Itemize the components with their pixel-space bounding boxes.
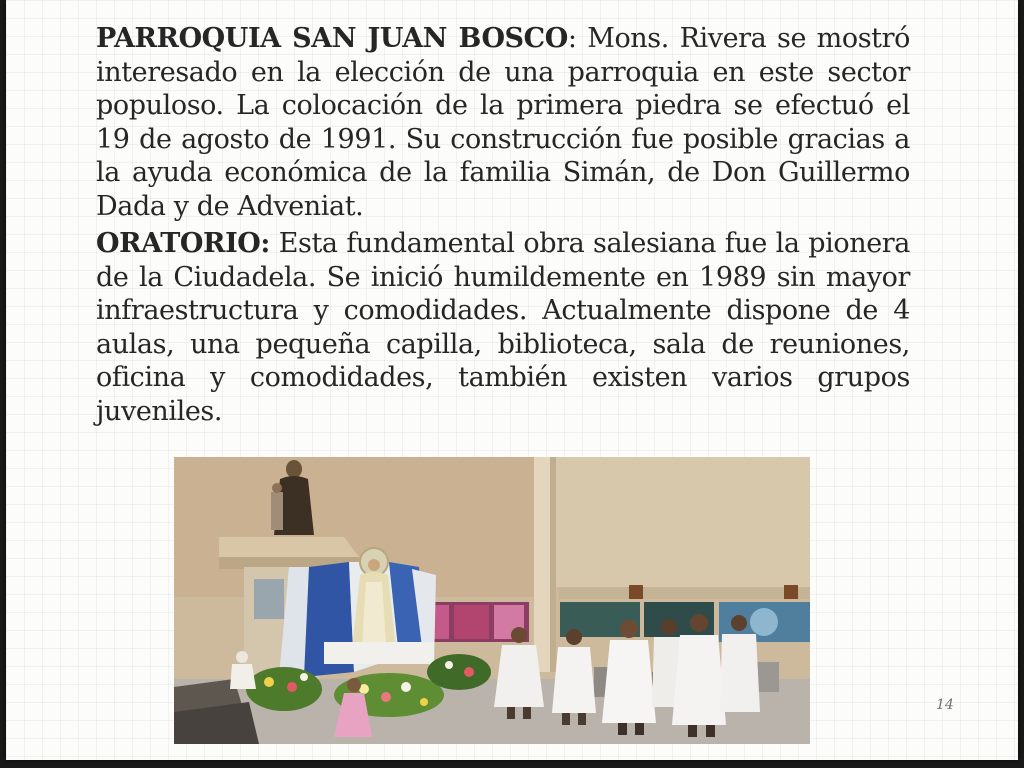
- paragraph-lead-parroquia: PARROQUIA SAN JUAN BOSCO: [96, 23, 568, 54]
- church-interior-illustration: [174, 457, 810, 744]
- paragraph-oratorio: [96, 227, 910, 428]
- slide: [6, 0, 1018, 760]
- paragraph-body-oratorio: Esta fundamental obra salesiana fue la pionera de la Ciudadela. Se inició humildemente en 1989 sin mayor infraestructura y comodidades. Actualmente dispone de 4 aulas, una pequeña capilla, biblioteca, sala de reuniones, oficina y comodidades, también existen varios grupos juveniles.: [96, 228, 910, 427]
- page-number: 14: [936, 697, 954, 713]
- paragraph-separator: :: [567, 23, 577, 54]
- paragraph-parroquia: [96, 22, 910, 223]
- slide-text-body: [96, 22, 910, 432]
- paragraph-lead-oratorio: ORATORIO:: [96, 228, 270, 259]
- paragraph-body-parroquia: Mons. Rivera se mostró interesado en la elección de una parroquia en este sector populoso. La colocación de la primera piedra se efectuó el 19 de agosto de 1991. Su construcción fue posible gracias a la ayuda económica de la familia Simán, de Don Guillermo Dada y de Adveniat.: [96, 23, 910, 222]
- church-interior-photo: [174, 457, 810, 744]
